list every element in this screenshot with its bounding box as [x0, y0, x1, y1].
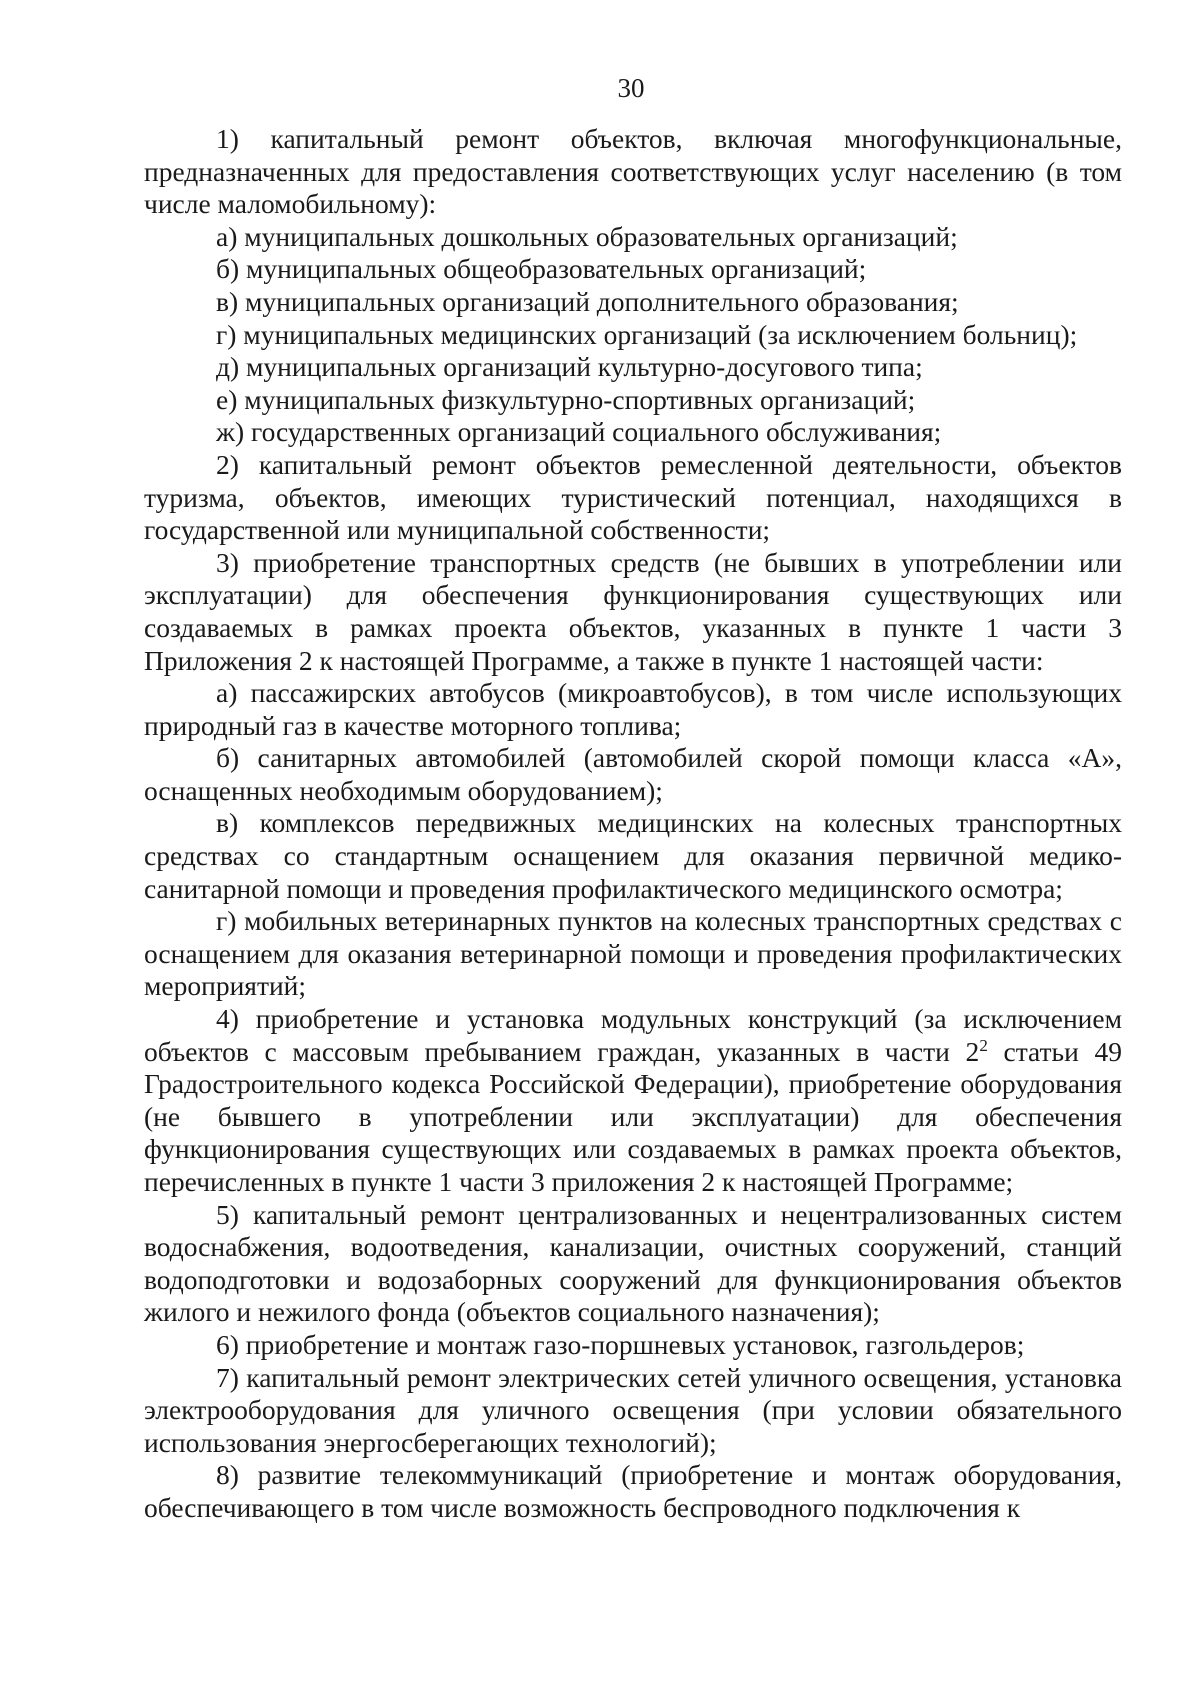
paragraph-item-4-text-before: 4) приобретение и установка модульных конструкций (за исключением объектов с массовым пребыванием граждан, указанных в части 2: [144, 1003, 1122, 1067]
paragraph-subitem-v: в) муниципальных организаций дополнительного образования;: [216, 285, 959, 317]
paragraph-item-3: 3) приобретение транспортных средств (не бывших в употреблении или эксплуатации) для обеспечения функционирования существующих или создаваемых в рамках проекта объектов, указанных в пункте 1 части 3 Приложения 2 к настоящей Программе, а также в пункте 1 настоящей части:: [144, 546, 1122, 676]
paragraph-subitem-e: е) муниципальных физкультурно-спортивных организаций;: [216, 383, 916, 415]
paragraph-subitem-a-buses: а) пассажирских автобусов (микроавтобусов), в том числе использующих природный газ в качестве моторного топлива;: [144, 677, 1122, 741]
paragraph-item-7: 7) капитальный ремонт электрических сетей уличного освещения, установка электрооборудования для уличного освещения (при условии обязательного использования энергосберегающих технологий);: [144, 1361, 1122, 1458]
paragraph-item-5: 5) капитальный ремонт централизованных и нецентрализованных систем водоснабжения, водоотведения, канализации, очистных сооружений, станций водоподготовки и водозаборных сооружений для функционирования объектов жилого и нежилого фонда (объектов социального назначения);: [144, 1198, 1122, 1328]
superscript: 2: [979, 1035, 988, 1055]
paragraph-item-2: 2) капитальный ремонт объектов ремесленной деятельности, объектов туризма, объектов, имеющих туристический потенциал, находящихся в государственной или муниципальной собственности;: [144, 448, 1122, 546]
paragraph-subitem-g-veterinary: г) мобильных ветеринарных пунктов на колесных транспортных средствах с оснащением для оказания ветеринарной помощи и проведения профилактических мероприятий;: [144, 905, 1122, 1002]
paragraph-subitem-b-ambulances: б) санитарных автомобилей (автомобилей скорой помощи класса «А», оснащенных необходимым оборудованием);: [144, 742, 1122, 806]
paragraph-subitem-g: г) муниципальных медицинских организаций (за исключением больниц);: [216, 318, 1078, 350]
paragraph-subitem-a: а) муниципальных дошкольных образовательных организаций;: [216, 220, 958, 252]
paragraph-subitem-v-medical-complexes: в) комплексов передвижных медицинских на колесных транспортных средствах со стандартным оснащением для оказания первичной медико-санитарной помощи и проведения профилактического медицинского осмотра;: [144, 807, 1122, 904]
paragraph-item-1: 1) капитальный ремонт объектов, включая многофункциональные, предназначенных для предоставления соответствующих услуг населению (в том числе маломобильному):: [144, 123, 1122, 220]
paragraph-item-6: 6) приобретение и монтаж газо-поршневых установок, газгольдеров;: [216, 1328, 1025, 1360]
paragraph-item-4-text-after: статьи 49 Градостроительного кодекса Российской Федерации), приобретение оборудования (не бывшего в употреблении или эксплуатации) для обеспечения функционирования существующих или создаваемых в рамках проекта объектов, перечисленных в пункте 1 части 3 приложения 2 к настоящей Программе;: [144, 1035, 1122, 1197]
paragraph-subitem-b: б) муниципальных общеобразовательных организаций;: [216, 253, 867, 285]
page-number: 30: [617, 73, 645, 103]
paragraph-item-4: [144, 1003, 1122, 1199]
paragraph-item-8: 8) развитие телекоммуникаций (приобретение и монтаж оборудования, обеспечивающего в том числе возможность беспроводного подключения к: [144, 1459, 1122, 1523]
paragraph-subitem-d: д) муниципальных организаций культурно-досугового типа;: [216, 351, 923, 383]
document-body: [144, 123, 1122, 1525]
paragraph-subitem-zh: ж) государственных организаций социального обслуживания;: [216, 416, 942, 448]
